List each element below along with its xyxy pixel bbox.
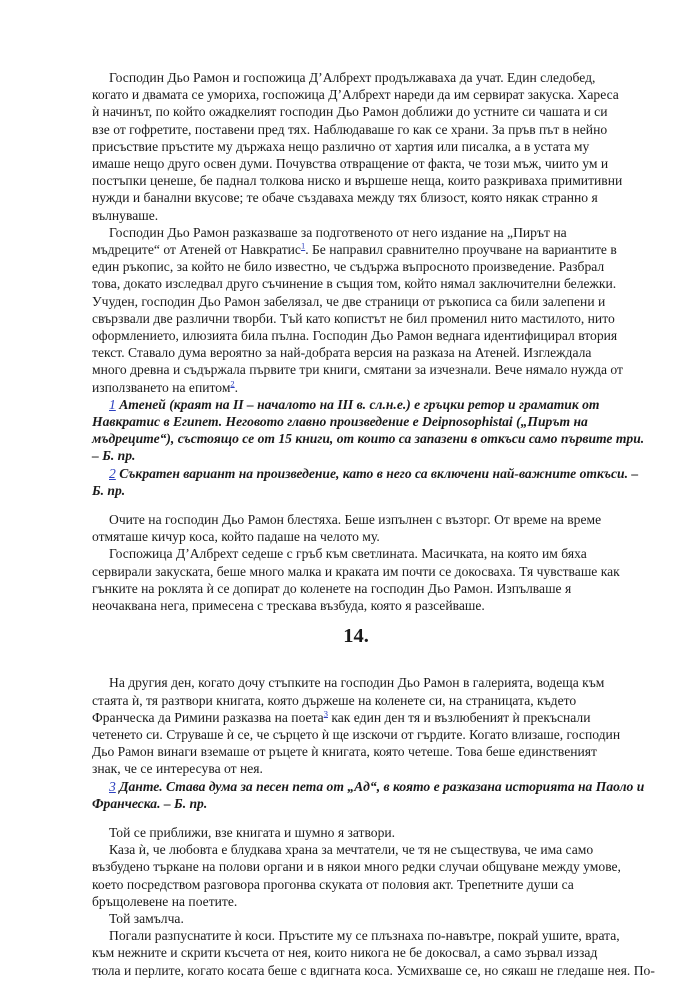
paragraph-5: На другия ден, когато дочу стъпките на господин Дьо Рамон в галерията, водеща към стаята ѝ, тя разтвори книгата, която държеше на коленете си, на страницата, където Франческа да Римини разказва на поета$^3$ как един ден тя и възлюбеният ѝ прекъснали четенето си. Струваше ѝ се, че сърцето ѝ ще изскочи от гърдите. Когато влизаше, господин Дьо Рамон винаги вземаше от ръцете ѝ книгата, която четеше. Това беше единственият знак, че се интересува от нея.	[92, 675, 621, 777]
footnote-ref-2[interactable]: 2	[230, 378, 235, 389]
footnote-ref-3[interactable]: 3	[323, 708, 328, 719]
footnote-2-backlink[interactable]: 2	[109, 465, 116, 481]
footnote-1-backlink[interactable]: 1	[109, 396, 116, 412]
footnote-ref-1[interactable]: 1	[300, 240, 306, 251]
chapter-heading: 14.	[343, 625, 369, 648]
footnote-2: 2 Съкратен вариант на произведение, като в него са включени най-важните откъси. – Б. пр.	[92, 465, 639, 498]
paragraph-2: Господин Дьо Рамон разказваше за подготвеното от него издание на „Пирът на мъдреците“ от Атеней от Навкратис$^1$. Бе направил сравнително проучване на вариантите в един ръкопис, за който не било известно, че съдържа въпросното произведение. Разбрал това, докато изследвал друго съчинение в същия том, който нямал заключителни бележки. Учуден, господин Дьо Рамон забелязал, че две страници от ръкописа са били залепени и свързвали две различни творби. Тъй като копистът не бил променил нито мастилото, нито оформлението, илюзията била пълна. Господин Дьо Рамон веднага идентифицирал втория текст. Ставало дума вероятно за най-добрата версия на разказа на Атеней. Изглеждала много древна и съдържала първите три книги, смятани за изчезнали. Вече нямало нужда от използването на епитом$^2$.	[92, 224, 623, 395]
paragraph-6: Той се приближи, взе книгата и шумно я затвори.	[109, 824, 396, 840]
paragraph-3: Очите на господин Дьо Рамон блестяха. Беше изпълнен с възторг. От време на време отмяташе кичур коса, който падаше на челото му.	[92, 512, 602, 545]
paragraph-7: Каза ѝ, че любовта е блудкава храна за мечтатели, че тя не съществува, че има само възбудено търкане на полови органи и в някои много редки случаи общуване между умове, което посредством разговора прогонва скуката от половия акт. Трепетните души са бръщолевене на поетите.	[92, 842, 621, 909]
paragraph-8: Той замълча.	[109, 910, 184, 926]
footnote-1: 1 Атеней (краят на II – началото на III в. сл.н.е.) е гръцки ретор и граматик от Навкратис в Египет. Неговото главно произведение е Deipnosophistai („Пирът на мъдреците“), състоящо се от 15 книги, от които са запазени в откъси само първите три. – Б. пр.	[92, 396, 645, 464]
paragraph-4: Госпожица Д’Албрехт седеше с гръб към светлината. Масичката, на която им бяха сервирали закуската, беше много малка и краката им почти се докосваха. Тя чувстваше как гънките на роклята ѝ се допират до коленете на господин Дьо Рамон. Изпълваше я неочаквана нега, примесена с трескава възбуда, която я разсейваше.	[92, 546, 620, 614]
spacer	[92, 499, 620, 511]
paragraph-1: Господин Дьо Рамон и госпожица Д’Албрехт продължаваха да учат. Един следобед, когато и двамата се умориха, госпожица Д’Албрехт нареди да им сервират закуска. Хареса ѝ начинът, по който ожадкелият господин Дьо Рамон доближи до устните си чашата и си взе от гофретите, поставени пред тях. Наблюдаваше го как се храни. За пръв път в нейно присъствие пръстите му държаха нещо различно от хартия или писалка, а в устата му имаше нещо друго освен думи. Почувства отвращение от факта, че този мъж, чиито ум и постъпки ценеше, бе паднал толкова ниско и вършеше неща, които разкриваха примитивни нужди и банални вкусове; те обаче създаваха между тях близост, която някак странно я вълнуваше.	[92, 70, 623, 223]
paragraph-9: Погали разпуснатите ѝ коси. Пръстите му се плъзнаха по-навътре, покрай ушите, врата, към нежните и скрити късчета от нея, които никога не бе докосвал, а само зървал иззад тюла и перлите, когато косата беше с вдигната коса. Усмихваше се, но сякаш не гледаше нея. По-	[92, 928, 655, 978]
footnote-3-backlink[interactable]: 3	[109, 778, 116, 794]
spacer	[92, 812, 620, 824]
document-page	[92, 69, 655, 979]
footnote-3: 3 Данте. Става дума за песен пета от „Ад“, в която е разказана историята на Паоло и Франческа. – Б. пр.	[92, 778, 645, 811]
